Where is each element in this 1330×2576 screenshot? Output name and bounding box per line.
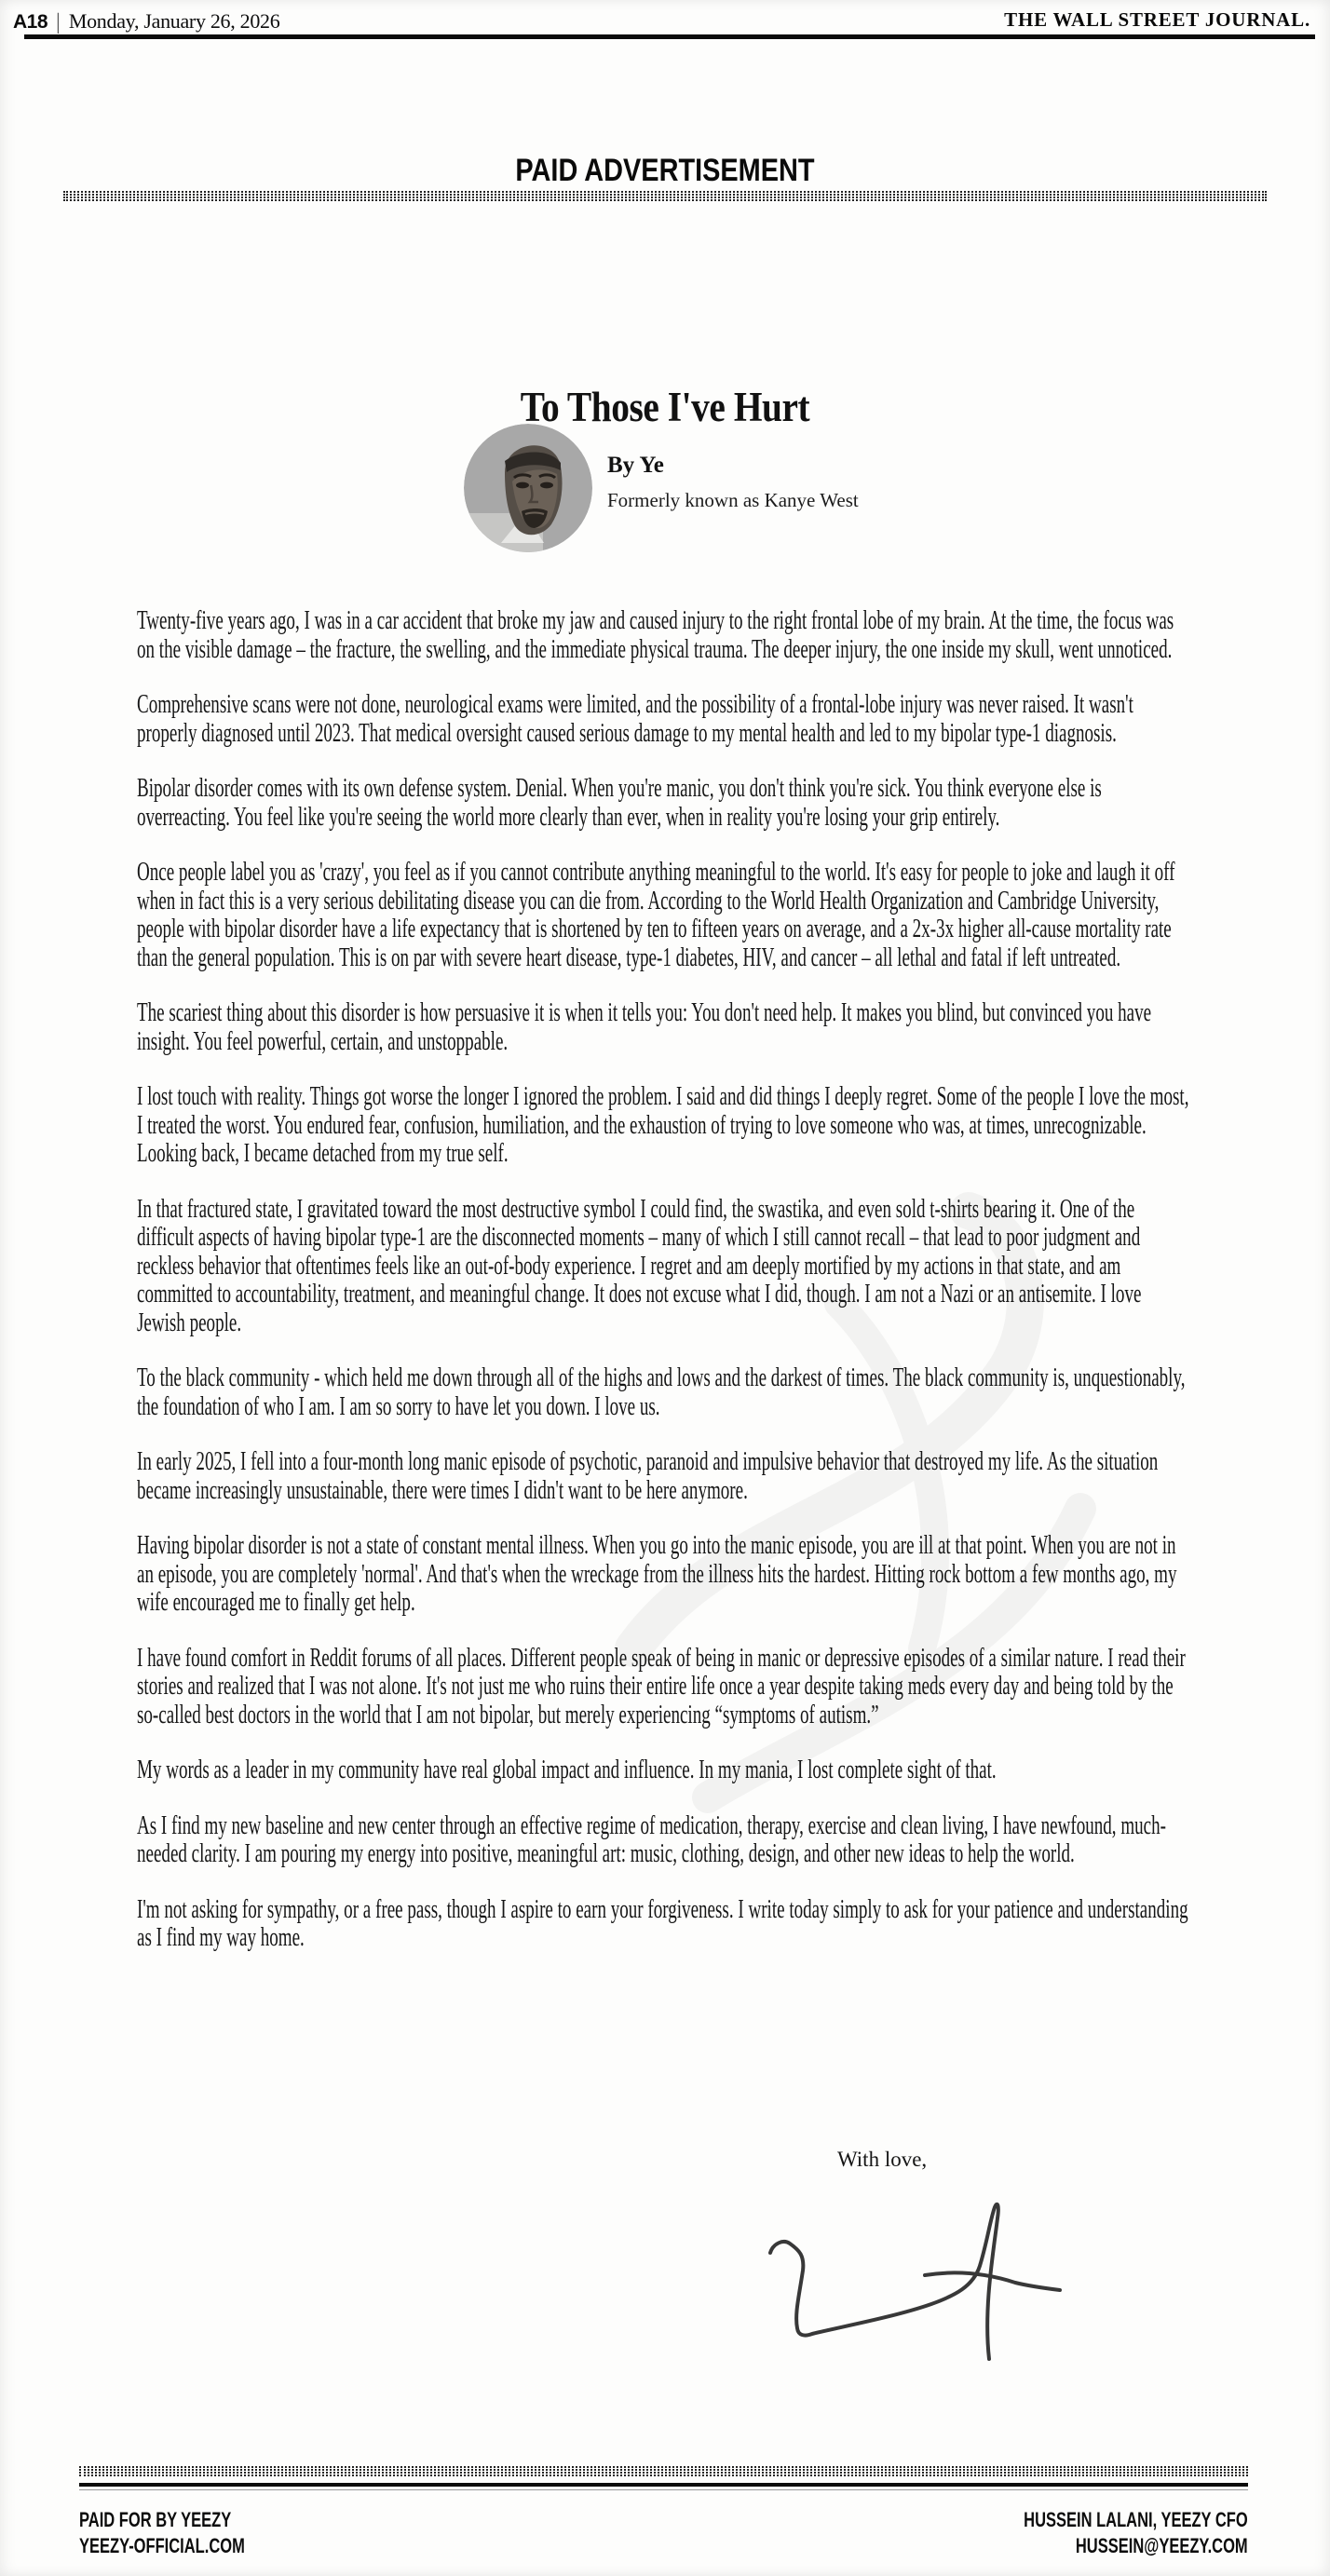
footer-contact-name: HUSSEIN LALANI, YEEZY CFO (1024, 2508, 1248, 2531)
letter-paragraph: The scariest thing about this disorder is how persuasive it is when it tells you: You don't need help. It makes you blind, but convinced you have insight. You feel powerful, certain, and unstoppable. (137, 998, 1152, 1056)
ye-signature (745, 2198, 1080, 2375)
footer-paid-line: PAID FOR BY YEEZY (79, 2508, 232, 2531)
footer-website: YEEZY-OFFICIAL.COM (79, 2534, 245, 2557)
letter-paragraph: I have found comfort in Reddit forums of all places. Different people speak of being in manic or depressive episodes of a similar nature. I read their stories and realized that I was not alone. It's not just me who ruins their entire life once a year despite taking meds every day and being told by the so-called best doctors in the world that I am not bipolar, but merely experiencing “symptoms of autism.” (137, 1643, 1186, 1729)
letter-paragraph: Once people label you as 'crazy', you feel as if you cannot contribute anything meaningful to the world. It's easy for people to joke and laugh it off when in fact this is a very serious debilitating disease you can die from. According to the World Health Organization and Cambridge University, people with bipolar disorder have a life expectancy that is shortened by ten to fifteen years on average, and a 2x-3x higher all-cause mortality rate than the general population. This is on par with severe heart disease, type-1 diabetes, HIV, and cancer – all lethal and fatal if left untreated. (137, 858, 1175, 972)
letter-paragraph: Comprehensive scans were not done, neurological exams were limited, and the possibility of a frontal-lobe injury was never raised. It wasn't properly diagnosed until 2023. That medical oversight caused serious damage to my mental health and led to my bipolar type-1 diagnosis. (137, 690, 1133, 748)
footer-paid-for-by (79, 2507, 245, 2559)
byline-subtitle: Formerly known as Kanye West (607, 489, 859, 511)
header-rule (24, 34, 1315, 39)
letter-title: To Those I've Hurt (520, 384, 810, 431)
hatch-divider-top (63, 191, 1267, 202)
footer-rule-thin (79, 2489, 1248, 2490)
folio (13, 10, 279, 33)
letter-body (137, 607, 1193, 1980)
folio-divider: | (56, 10, 61, 34)
paid-advertisement-label: PAID ADVERTISEMENT (515, 153, 815, 188)
issue-date: Monday, January 26, 2026 (68, 9, 280, 33)
newspaper-header (13, 8, 1310, 33)
letter-paragraph: Having bipolar disorder is not a state of constant mental illness. When you go into the manic episode, you are ill at that point. When you are not in an episode, you are completely 'normal'. And that's when the wreckage from the illness hits the hardest. Hitting rock bottom a few months ago, my wife encouraged me to finally get help. (137, 1531, 1177, 1617)
letter-paragraph: To the black community - which held me down through all of the highs and lows and the darkest of times. The black community is, unquestionably, the foundation of who I am. I am so sorry to have let you down. I love us. (137, 1363, 1186, 1421)
letter-paragraph: I lost touch with reality. Things got worse the longer I ignored the problem. I said and did things I deeply regret. Some of the people I love the most, I treated the worst. You endured fear, confusion, humiliation, and the exhaustion of trying to love someone who was, at times, unrecognizable. Looking back, I became detached from my true self. (137, 1082, 1189, 1168)
footer-contact (1024, 2507, 1248, 2559)
page-number: A18 (13, 11, 48, 33)
footer-contact-email: HUSSEIN@YEEZY.COM (1076, 2534, 1248, 2557)
byline-portrait-photo (464, 424, 592, 552)
hatch-divider-bottom (79, 2466, 1248, 2477)
footer-rule (79, 2483, 1248, 2487)
letter-paragraph: Twenty-five years ago, I was in a car accident that broke my jaw and caused injury to the right frontal lobe of my brain. At the time, the focus was on the visible damage – the fracture, the swelling, and the immediate physical trauma. The deeper injury, the one inside my skull, went unnoticed. (137, 606, 1174, 664)
letter-paragraph: I'm not asking for sympathy, or a free pass, though I aspire to earn your forgiveness. I write today simply to ask for your patience and understanding as I find my way home. (137, 1894, 1188, 1952)
letter-paragraph: As I find my new baseline and new center through an effective regime of medication, therapy, exercise and clean living, I have newfound, much-needed clarity. I am pouring my energy into positive, meaningful art: music, clothing, design, and other new ideas to help the world. (137, 1810, 1166, 1868)
letter-paragraph: My words as a leader in my community have real global impact and influence. In my mania, I lost complete sight of that. (137, 1756, 997, 1784)
masthead-title: THE WALL STREET JOURNAL. (1004, 8, 1310, 31)
byline-author: By Ye (607, 453, 664, 478)
letter-closing: With love, (837, 2148, 928, 2171)
letter-paragraph: In that fractured state, I gravitated toward the most destructive symbol I could find, the swastika, and even sold t-shirts bearing it. One of the difficult aspects of having bipolar type-1 are the disconnected moments – many of which I still cannot recall – that lead to poor judgment and reckless behavior that oftentimes feels like an out-of-body experience. I regret and am deeply mortified by my actions in that state, and am committed to accountability, treatment, and meaningful change. It does not excuse what I did, though. I am not a Nazi or an antisemite. I love Jewish people. (137, 1194, 1142, 1337)
letter-paragraph: In early 2025, I fell into a four-month long manic episode of psychotic, paranoid and impulsive behavior that destroyed my life. As the situation became increasingly unsustainable, there were times I didn't want to be here anymore. (137, 1447, 1159, 1505)
letter-paragraph: Bipolar disorder comes with its own defense system. Denial. When you're manic, you don't think you're sick. You think everyone else is overreacting. You feel like you're seeing the world more clearly than ever, when in reality you're losing your grip entirely. (137, 774, 1102, 832)
